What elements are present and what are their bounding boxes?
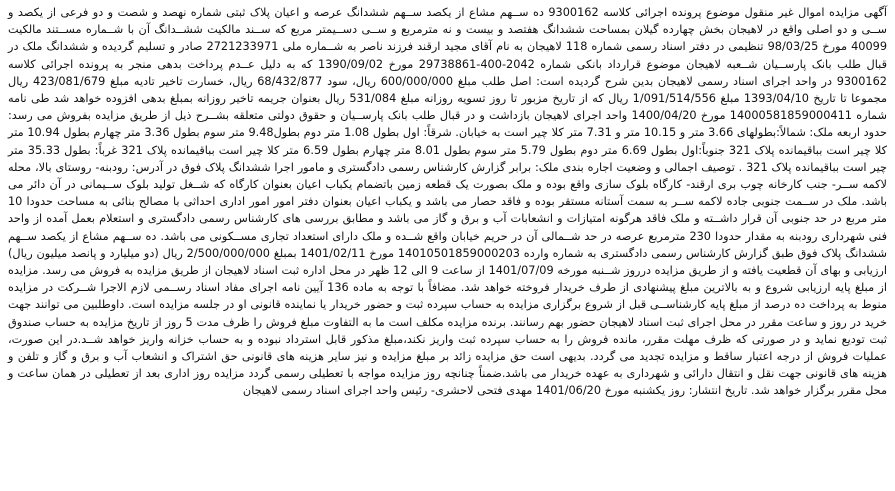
auction-notice-text: آگهی مزایده اموال غیر منقول موضوع پرونده اجرائی کلاسه 9300162 ده ســهم مشاع از یکصد ســهم ششدانگ عرصه و اعیان پلاک ثبتی شماره نهصد و شصت و دو فرعی از یکصد و ســی و دو اصلی واقع در لاهیجان بخش چهارده گیلان بمساحت ششدانگ هفتصد و بیست و نه مترمربع و ســی دســیمتر مربع که ســند مالکیت ششــدانگ آن با شــماره مســتند مالکیت 40099 مورخ 98/03/25 تنظیمی در دفتر اسناد رسمی شماره 118 لاهیجان به نام آقای مجید ارقند فرزند ناصر به شــماره ملی 2721233971 صادر و تسلیم گردیده و ششدانگ ملک در قبال طلب بانک پارســیان شــعبه لاهیجان موضوع قرارداد بانکی شماره 2042-400-29738861 مورخ 1390/09/02 که به دلیل عــدم پرداخت بدهی منجر به پرونده اجرائی کلاسه 9300162 در واحد اجرای اسناد رسمی لاهیجان بدین شرح گردیده است: اصل طلب مبلغ 600/000/000 ریال، سود 68/432/877 ریال، خسارت تاخیر تادیه مبلغ 423/081/679 ریال مجموعا تا تاریخ 1393/04/10 مبلغ 1/091/514/556 ریال که از تاریخ مزبور تا روز تسویه روزانه مبلغ 531/084 ریال بعنوان جریمه تاخیر روزانه بمبلغ بدهی افزوده خواهد شد طی نامه شماره 14000581859000411 مورخ 1400/04/20 واحد اجرای لاهیجان بازداشت و در قبال طلب بانک پارســیان و حقوق دولتی متعلقه بشــرح ذیل از طریق مزایده بفروش می رسد: حدود اربعه ملک: شمالاً:بطولهای 3.66 متر و 10.15 متر و 7.31 متر کلا چیر است به خیابان. شرقاً: اول بطول 1.08 متر دوم بطول9.48 متر سوم بطول 3.36 متر چهارم بطول 10.94 متر کلا چیر است بباقیمانده پلاک 321 جنوباً:اول بطول 6.69 متر دوم بطول 5.79 متر سوم بطول 8.01 متر چهارم بطول 6.59 متر کلا چیر است بباقیمانده پلاک 321 غرباً: بطول 35.33 متر چیر است بباقیمانده پلاک 321 . توصیف اجمالی و وضعیت اجاره بندی ملک: برابر گزارش کارشناس رسمی دادگستری و مامور اجرا ششدانگ پلاک فوق در آدرس: رودبنه- روستای بالا، محله لاکمه ســر- جنب کارخانه چوب بری ارقند- کارگاه بلوک سازی واقع بوده و ملک بصورت یک قطعه زمین باتضمام یکباب اعیان بعنوان کارگاه که شــغل تولید بلوک ســیمانی در آن دائر می باشد. ملک در ســمت جنوبی جاده لاکمه ســر به سمت آستانه مستقر بوده و فاقد حصار می باشد و یکباب اعیان بعنوان دفتر امور امور اداری احداثی با مصالح بنائی به مساحت حدودا 10 متر مربع در حد جنوبی آن قرار داشــته و ملک فاقد هرگونه امتیازات و انشعابات آب و برق و گاز می باشد و مطابق بررسی های کارشناس رسمی دادگستری و استعلام بعمل آمده از واحد فنی شهرداری رودبنه به مقدار حدودا 230 مترمربع عرصه در حد شــمالی آن در حریم خیابان واقع شــده و ملک دارای استعداد تجاری مســکونی می باشد. ده ســهم مشاع از یکصد ســهم ششدانگ پلاک فوق طبق گزارش کارشناس رسمی دادگستری به شماره وارده 14010501859000203 مورخ 1401/02/11 بمبلغ 2/500/000/000 ریال (دو میلیارد و پانصد میلیون ریال) ارزیابی و بهای آن قطعیت یافته و از طریق مزایده درروز شــنبه مورخه 1401/07/09 از ساعت 9 الی 12 ظهر در محل اداره ثبت اسناد لاهیجان از طریق مزایده به فروش می رسد. مزایده از مبلغ پایه ارزیابی شروع و به بالاترین مبلغ پیشنهادی از طرف خریدار فروخته خواهد شد. مضافاً با توجه به ماده 136 آیین نامه اجرای مفاد اسناد رســمی لازم الاجرا شــرکت در مزایده منوط به پرداخت ده درصد از مبلغ پایه کارشناســی قبل از شروع برگزاری مزایده به حساب سپرده ثبت و حضور خریدار یا نماینده قانونی او در جلسه مزایده است. داوطلبین می توانند جهت خرید در روز و ساعت مقرر در محل اجرای ثبت اسناد لاهیجان حضور بهم رسانند. برنده مزایده مکلف است ما به التفاوت مبلغ فروش را ظرف مدت 5 روز از تاریخ مزایده به حساب صندوق ثبت تودیع نماید و در صورتی که ظرف مهلت مقرر، مانده فروش را به حساب سپرده ثبت واریز نکند،مبلغ مذکور قابل استرداد نبوده و به حساب خزانه واریز خواهد شــد.در این صورت، عملیات فروش از درجه اعتبار ساقط و مزایده تجدید می گردد. بدیهی است حق مزایده زائد بر مبلغ مزایده و نیز سایر هزینه های قانونی حق اشتراک و انشعاب آب و برق و گاز و تلفن و هزینه های قانونی جهت نقل و انتقال دارائی و شهرداری به عهده خریدار می باشد.ضمناً چنانچه روز مزایده مواجه با تعطیلی رسمی گردد مزایده روز اداری بعد از تعطیلی در همان ساعت و محل مقرر برگزار خواهد شد. تاریخ انتشار: روز یکشنبه مورخ 1401/06/20 مهدی فتحی لاحشری- رئیس واحد اجرای اسناد رسمی لاهیجان [8,6,888,398]
